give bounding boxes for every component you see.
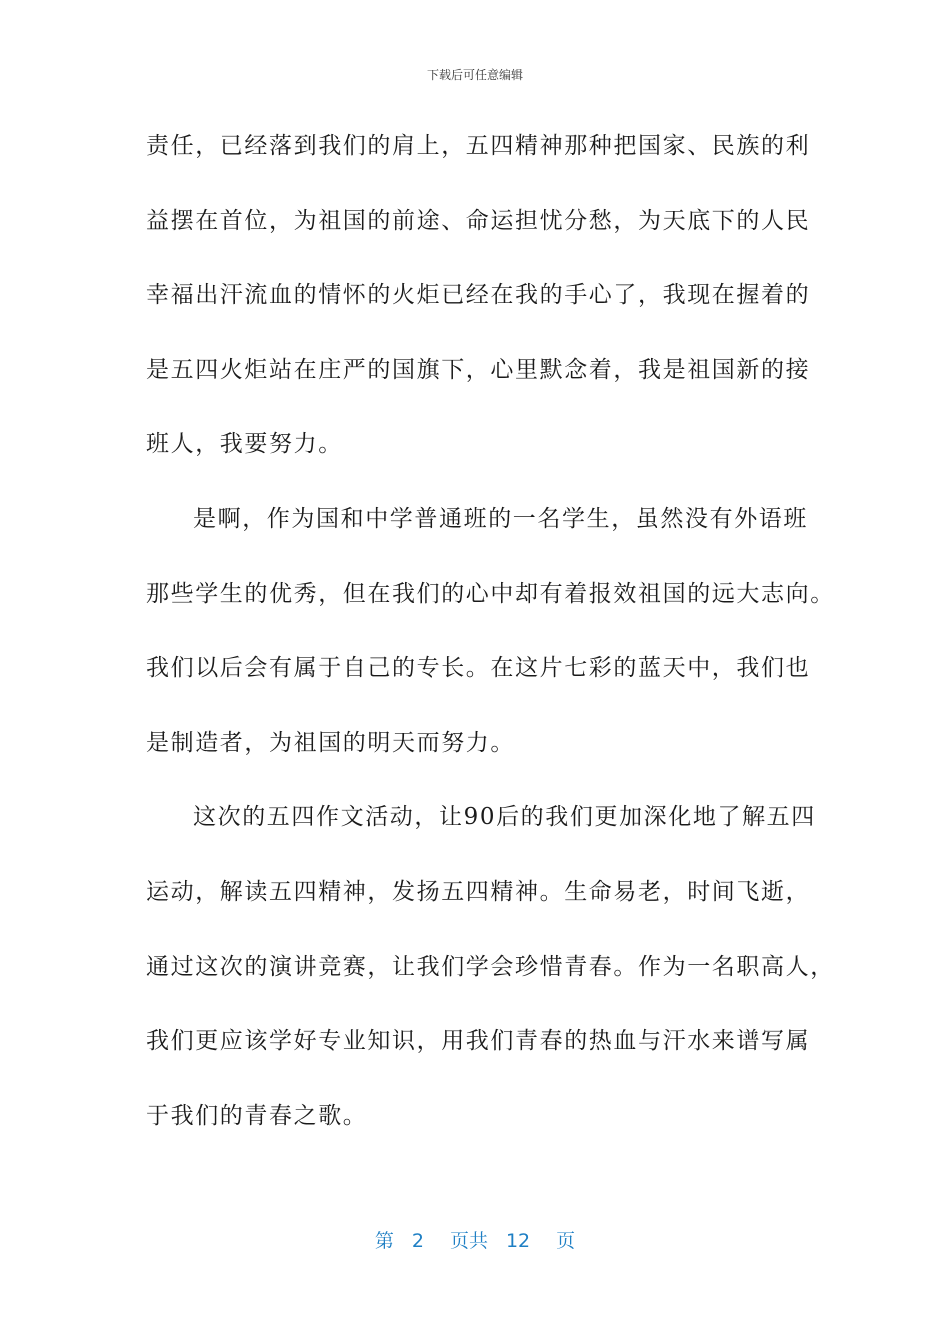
page-label-suffix: 页: [556, 1230, 576, 1252]
text-line: 责任，已经落到我们的肩上，五四精神那种把国家、民族的利: [146, 133, 811, 159]
text-line: 益摆在首位，为祖国的前途、命运担忧分愁，为天底下的人民: [146, 207, 811, 234]
text-line: 于我们的青春之歌。: [146, 1102, 368, 1129]
text-line: 运动，解读五四精神，发扬五四精神。生命易老，时间飞逝，: [146, 878, 811, 905]
paragraph-start-line: 这次的五四作文活动，让90后的我们更加深化地了解五四: [193, 804, 816, 831]
text-line: 班人，我要努力。: [146, 431, 343, 458]
text-line: 我们更应该学好专业知识，用我们青春的热血与汗水来谱写属: [146, 1028, 811, 1055]
text-line: 幸福出汗流血的情怀的火炬已经在我的手心了，我现在握着的: [146, 282, 811, 309]
current-page-number: 2: [411, 1230, 424, 1252]
text-line: 我们以后会有属于自己的专长。在这片七彩的蓝天中，我们也: [146, 655, 811, 682]
text-line: 通过这次的演讲竞赛，让我们学会珍惜青春。作为一名职高人，: [146, 953, 835, 980]
page-header: 下载后可任意编辑: [426, 68, 523, 82]
paragraph-start-line: 是啊，作为国和中学普通班的一名学生，虽然没有外语班: [193, 505, 808, 532]
document-body: [146, 126, 835, 1170]
page-footer: [0, 1226, 950, 1253]
page-label-prefix: 第: [374, 1230, 394, 1252]
text-line: 是制造者，为祖国的明天而努力。: [146, 729, 515, 756]
page-label-mid: 页共: [449, 1230, 488, 1252]
text-line: 那些学生的优秀，但在我们的心中却有着报效祖国的远大志向。: [146, 580, 835, 607]
total-pages-number: 12: [505, 1230, 531, 1252]
text-line: 是五四火炬站在庄严的国旗下，心里默念着，我是祖国新的接: [146, 356, 811, 383]
